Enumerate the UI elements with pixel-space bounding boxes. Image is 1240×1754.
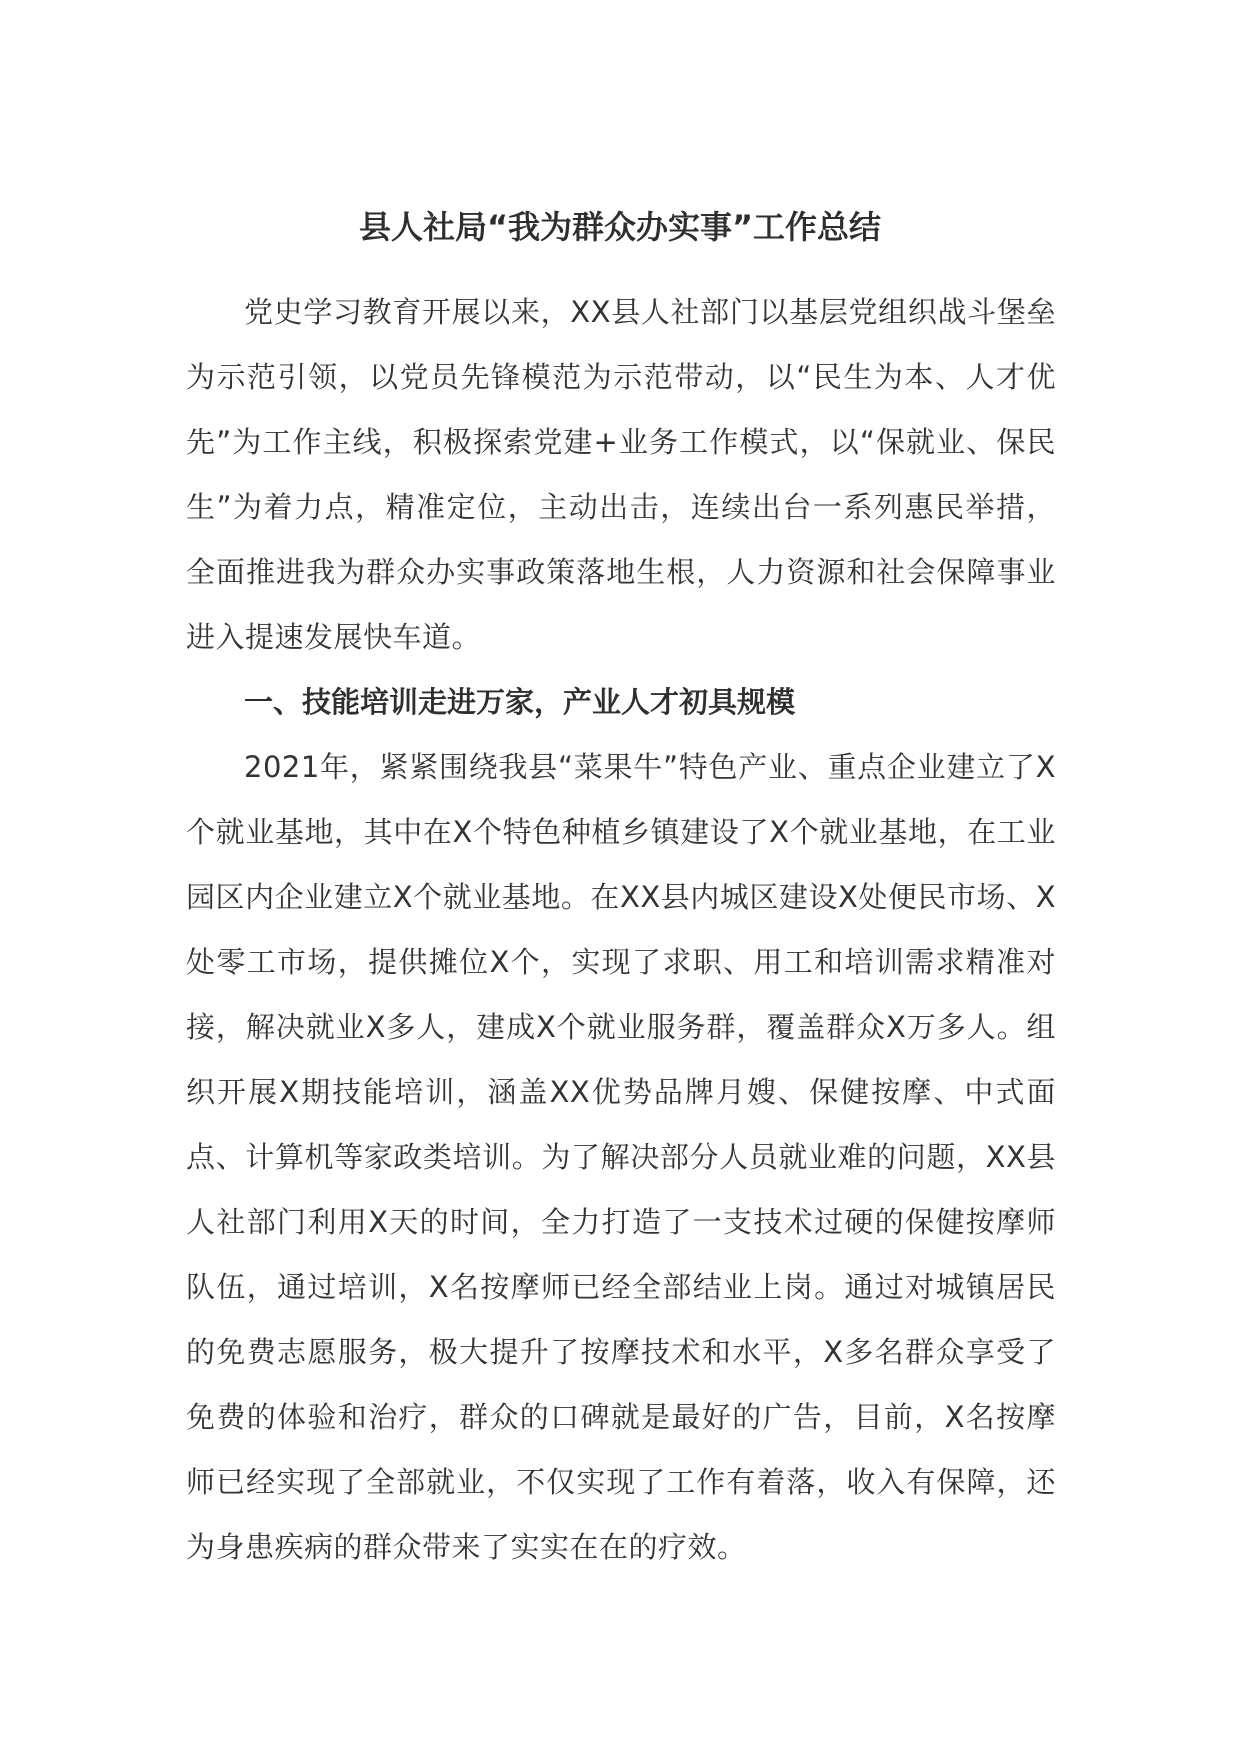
document-body <box>186 280 1056 1580</box>
section-paragraph-1: 2021年，紧紧围绕我县“菜果牛”特色产业、重点企业建立了X个就业基地，其中在X个特色种植乡镇建设了X个就业基地，在工业园区内企业建立X个就业基地。在XX县内城区建设X处便民市场、X处零工市场，提供摊位X个，实现了求职、用工和培训需求精准对接，解决就业X多人，建成X个就业服务群，覆盖群众X万多人。组织开展X期技能培训，涵盖XX优势品牌月嫂、保健按摩、中式面点、计算机等家政类培训。为了解决部分人员就业难的问题，XX县人社部门利用X天的时间，全力打造了一支技术过硬的保健按摩师队伍，通过培训，X名按摩师已经全部结业上岗。通过对城镇居民的免费志愿服务，极大提升了按摩技术和水平，X多名群众享受了免费的体验和治疗，群众的口碑就是最好的广告，目前，X名按摩师已经实现了全部就业，不仅实现了工作有着落，收入有保障，还为身患疾病的群众带来了实实在在的疗效。 <box>186 750 1056 1564</box>
document-title: 县人社局“我为群众办实事”工作总结 <box>358 208 882 246</box>
section-heading-1: 一、技能培训走进万家，产业人才初具规模 <box>244 685 796 719</box>
intro-paragraph: 党史学习教育开展以来，XX县人社部门以基层党组织战斗堡垒为示范引领，以党员先锋模范为示范带动，以“民生为本、人才优先”为工作主线，积极探索党建+业务工作模式，以“保就业、保民生”为着力点，精准定位，主动出击，连续出台一系列惠民举措，全面推进我为群众办实事政策落地生根，人力资源和社会保障事业进入提速发展快车道。 <box>186 295 1056 654</box>
